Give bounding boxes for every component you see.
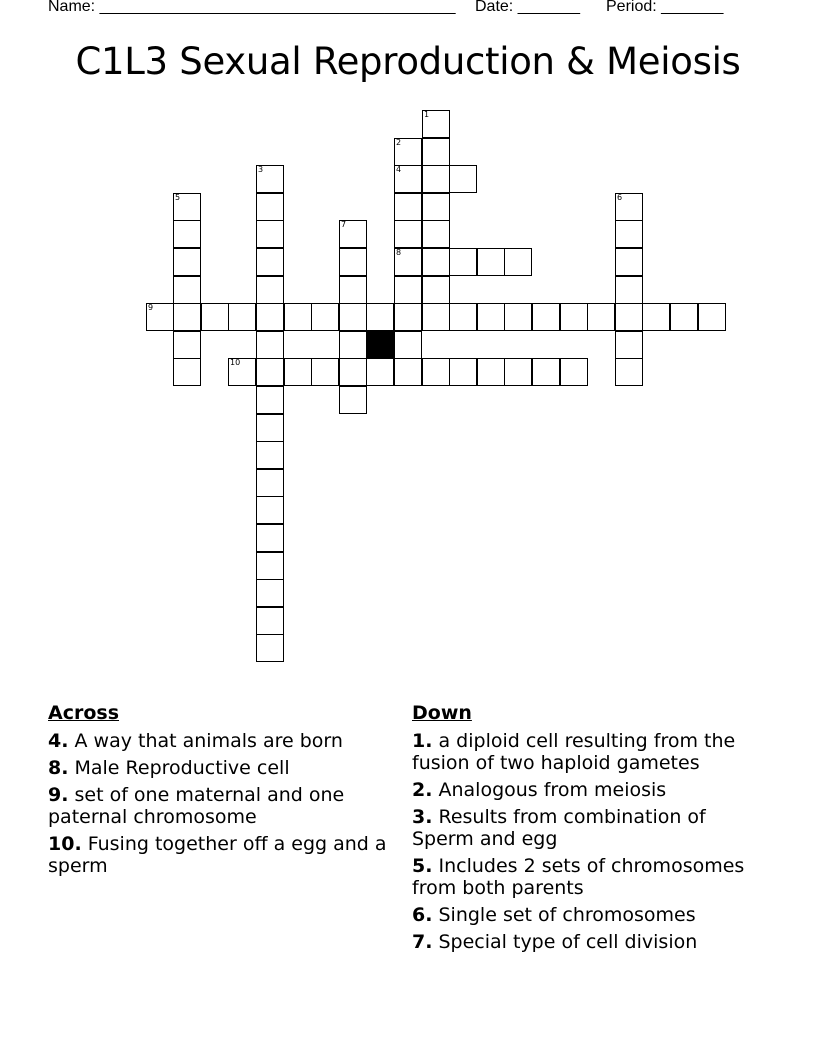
date-field[interactable]: Date: _______ xyxy=(475,0,580,15)
grid-cell[interactable] xyxy=(422,138,450,166)
grid-cell[interactable] xyxy=(173,220,201,248)
grid-cell[interactable] xyxy=(256,441,284,469)
grid-cell[interactable] xyxy=(560,303,588,331)
clue-text: Special type of cell division xyxy=(432,931,698,953)
grid-cell[interactable] xyxy=(422,110,450,138)
grid-cell[interactable] xyxy=(615,276,643,304)
grid-cell[interactable] xyxy=(256,303,284,331)
clue-number: 7. xyxy=(412,931,433,953)
grid-cell[interactable] xyxy=(339,386,367,414)
cell-number: 10 xyxy=(230,358,241,367)
grid-cell[interactable] xyxy=(339,276,367,304)
clue-number: 9. xyxy=(48,784,69,806)
across-clue xyxy=(48,730,398,752)
down-clues xyxy=(412,702,772,958)
cell-number: 2 xyxy=(396,138,402,147)
grid-cell[interactable] xyxy=(256,524,284,552)
grid-cell[interactable] xyxy=(228,303,256,331)
clue-number: 4. xyxy=(48,730,69,752)
grid-cell[interactable] xyxy=(504,358,532,386)
grid-cell[interactable] xyxy=(394,220,422,248)
grid-cell[interactable] xyxy=(642,303,670,331)
grid-cell[interactable] xyxy=(394,276,422,304)
across-clue xyxy=(48,784,398,828)
grid-cell[interactable] xyxy=(339,248,367,276)
grid-cell[interactable] xyxy=(477,248,505,276)
clue-number: 1. xyxy=(412,730,433,752)
across-clue xyxy=(48,833,398,877)
grid-cell[interactable] xyxy=(339,303,367,331)
grid-cell[interactable] xyxy=(422,248,450,276)
down-clue xyxy=(412,855,772,899)
grid-cell[interactable] xyxy=(173,248,201,276)
grid-cell[interactable] xyxy=(256,552,284,580)
grid-cell[interactable] xyxy=(284,358,312,386)
across-clue xyxy=(48,757,398,779)
grid-cell[interactable] xyxy=(449,165,477,193)
down-clue xyxy=(412,730,772,774)
grid-cell[interactable] xyxy=(422,193,450,221)
grid-cell[interactable] xyxy=(449,303,477,331)
grid-cell[interactable] xyxy=(615,220,643,248)
grid-cell[interactable] xyxy=(173,358,201,386)
grid-cell[interactable] xyxy=(615,303,643,331)
grid-cell[interactable] xyxy=(449,248,477,276)
grid-cell[interactable] xyxy=(173,303,201,331)
grid-cell[interactable] xyxy=(422,358,450,386)
grid-cell[interactable] xyxy=(256,220,284,248)
grid-cell[interactable] xyxy=(256,358,284,386)
down-clue xyxy=(412,904,772,926)
grid-cell[interactable] xyxy=(256,496,284,524)
grid-cell[interactable] xyxy=(504,303,532,331)
clue-number: 8. xyxy=(48,757,69,779)
cell-number: 1 xyxy=(424,110,430,119)
grid-cell[interactable] xyxy=(366,358,394,386)
clue-text: Male Reproductive cell xyxy=(68,757,290,779)
grid-cell[interactable] xyxy=(422,276,450,304)
grid-cell[interactable] xyxy=(256,607,284,635)
grid-cell[interactable] xyxy=(394,331,422,359)
grid-cell[interactable] xyxy=(201,303,229,331)
cell-number: 4 xyxy=(396,165,402,174)
down-clue xyxy=(412,806,772,850)
grid-cell[interactable] xyxy=(339,220,367,248)
grid-cell[interactable] xyxy=(173,331,201,359)
grid-cell[interactable] xyxy=(256,469,284,497)
grid-cell[interactable] xyxy=(532,303,560,331)
grid-cell[interactable] xyxy=(615,248,643,276)
grid-cell[interactable] xyxy=(394,358,422,386)
grid-cell[interactable] xyxy=(256,634,284,662)
grid-cell[interactable] xyxy=(256,248,284,276)
black-cell xyxy=(366,331,394,359)
grid-cell[interactable] xyxy=(339,358,367,386)
down-clue xyxy=(412,931,772,953)
clue-text: Single set of chromosomes xyxy=(432,904,696,926)
grid-cell[interactable] xyxy=(394,248,422,276)
grid-cell[interactable] xyxy=(670,303,698,331)
grid-cell[interactable] xyxy=(615,358,643,386)
grid-cell[interactable] xyxy=(311,358,339,386)
grid-cell[interactable] xyxy=(698,303,726,331)
clue-number: 6. xyxy=(412,904,433,926)
grid-cell[interactable] xyxy=(615,193,643,221)
cell-number: 3 xyxy=(258,165,264,174)
down-heading: Down xyxy=(412,702,472,724)
cell-number: 6 xyxy=(617,193,623,202)
grid-cell[interactable] xyxy=(615,331,643,359)
grid-cell[interactable] xyxy=(394,303,422,331)
grid-cell[interactable] xyxy=(394,193,422,221)
grid-cell[interactable] xyxy=(256,276,284,304)
grid-cell[interactable] xyxy=(422,220,450,248)
grid-cell[interactable] xyxy=(394,165,422,193)
grid-cell[interactable] xyxy=(228,358,256,386)
grid-cell[interactable] xyxy=(256,579,284,607)
clue-text: Analogous from meiosis xyxy=(432,779,667,801)
grid-cell[interactable] xyxy=(422,303,450,331)
grid-cell[interactable] xyxy=(449,358,477,386)
grid-cell[interactable] xyxy=(477,303,505,331)
grid-cell[interactable] xyxy=(504,248,532,276)
grid-cell[interactable] xyxy=(339,331,367,359)
cell-number: 8 xyxy=(396,248,402,257)
grid-cell[interactable] xyxy=(394,138,422,166)
grid-cell[interactable] xyxy=(256,193,284,221)
cell-number: 7 xyxy=(341,220,347,229)
grid-cell[interactable] xyxy=(311,303,339,331)
clue-number: 5. xyxy=(412,855,433,877)
grid-cell[interactable] xyxy=(256,165,284,193)
grid-cell[interactable] xyxy=(422,165,450,193)
cell-number: 9 xyxy=(148,303,154,312)
clue-text: Includes 2 sets of chromosomes from both parents xyxy=(412,855,745,899)
grid-cell[interactable] xyxy=(173,276,201,304)
grid-cell[interactable] xyxy=(284,303,312,331)
clue-text: Fusing together off a egg and a sperm xyxy=(48,833,387,877)
period-field[interactable]: Period: _______ xyxy=(606,0,724,15)
grid-cell[interactable] xyxy=(587,303,615,331)
clue-number: 3. xyxy=(412,806,433,828)
across-heading: Across xyxy=(48,702,120,724)
grid-cell[interactable] xyxy=(146,303,174,331)
grid-cell[interactable] xyxy=(560,358,588,386)
clue-number: 10. xyxy=(48,833,82,855)
grid-cell[interactable] xyxy=(532,358,560,386)
clue-text: a diploid cell resulting from the fusion of two haploid gametes xyxy=(412,730,736,774)
grid-cell[interactable] xyxy=(256,331,284,359)
grid-cell[interactable] xyxy=(477,358,505,386)
clue-number: 2. xyxy=(412,779,433,801)
grid-cell[interactable] xyxy=(173,193,201,221)
grid-cell[interactable] xyxy=(366,303,394,331)
clue-text: A way that animals are born xyxy=(68,730,343,752)
name-field[interactable]: Name: ________________________________________ xyxy=(48,0,456,15)
clue-text: set of one maternal and one paternal chromosome xyxy=(48,784,345,828)
cell-number: 5 xyxy=(175,193,181,202)
grid-cell[interactable] xyxy=(256,386,284,414)
down-clue xyxy=(412,779,772,801)
grid-cell[interactable] xyxy=(256,414,284,442)
puzzle-title: C1L3 Sexual Reproduction & Meiosis xyxy=(75,40,741,83)
clue-text: Results from combination of Sperm and egg xyxy=(412,806,706,850)
across-clues xyxy=(48,702,398,882)
